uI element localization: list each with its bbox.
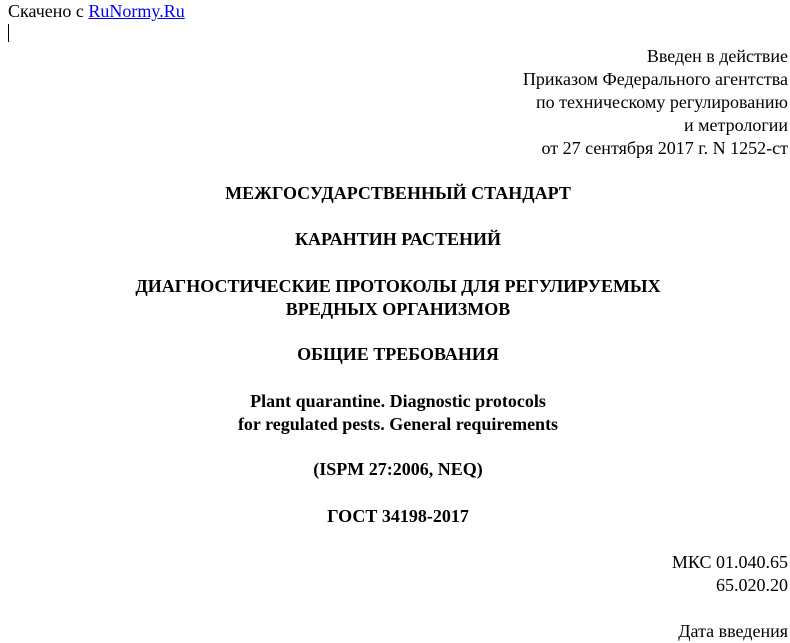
english-title: [0, 390, 790, 436]
standard-subtitle-text: ОБЩИЕ ТРЕБОВАНИЯ: [297, 344, 499, 364]
english-title-line: Plant quarantine. Diagnostic protocols: [250, 391, 546, 411]
standard-title-line: ДИАГНОСТИЧЕСКИЕ ПРОТОКОЛЫ ДЛЯ РЕГУЛИРУЕМЫХ: [135, 276, 661, 296]
standard-title-line: ВРЕДНЫХ ОРГАНИЗМОВ: [285, 299, 511, 319]
equivalence-text: (ISPM 27:2006, NEQ): [313, 459, 483, 479]
standard-type: [0, 182, 790, 205]
intro-date-label: Дата введения: [678, 621, 788, 641]
english-title-line: for regulated pests. General requirements: [237, 414, 559, 434]
source-prefix: Скачено с: [8, 1, 89, 21]
intro-line: и метрологии: [684, 115, 788, 135]
intro-block: [523, 45, 788, 160]
intro-line: по техническому регулированию: [535, 92, 788, 112]
classification-line: МКС 01.040.65: [671, 552, 788, 572]
standard-subtitle: [0, 343, 790, 366]
standard-designation: [0, 505, 790, 528]
standard-topic-text: КАРАНТИН РАСТЕНИЙ: [294, 229, 502, 249]
equivalence-note: [0, 458, 790, 481]
standard-type-text: МЕЖГОСУДАРСТВЕННЫЙ СТАНДАРТ: [225, 183, 571, 203]
source-line: [8, 0, 185, 23]
standard-topic: [0, 228, 790, 251]
text-caret: [8, 24, 9, 42]
intro-line: от 27 сентября 2017 г. N 1252-ст: [541, 138, 788, 158]
classification-line: 65.020.20: [716, 575, 788, 595]
intro-line: Введен в действие: [646, 46, 788, 66]
designation-text: ГОСТ 34198-2017: [327, 506, 469, 526]
standard-title: [0, 275, 790, 321]
source-link[interactable]: RuNormy.Ru: [88, 1, 185, 21]
intro-line: Приказом Федерального агентства: [522, 69, 788, 89]
classification-codes: [672, 551, 788, 597]
